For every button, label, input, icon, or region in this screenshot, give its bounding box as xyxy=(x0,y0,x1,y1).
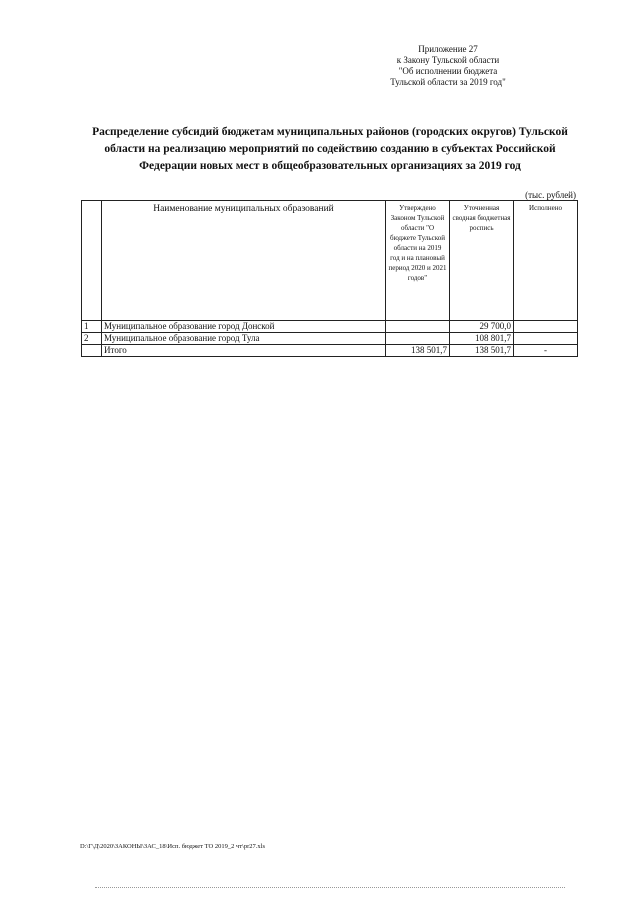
appendix-line-4: Тульской области за 2019 год" xyxy=(390,77,506,87)
footer-divider xyxy=(95,887,565,888)
row-executed xyxy=(514,321,578,333)
total-approved: 138 501,7 xyxy=(386,345,450,357)
header-name: Наименование муниципальных образований xyxy=(102,201,386,321)
units-label: (тыс. рублей) xyxy=(525,190,576,200)
appendix-note xyxy=(348,44,548,88)
row-approved xyxy=(386,333,450,345)
total-num xyxy=(82,345,102,357)
table-row xyxy=(82,321,578,333)
appendix-line-1: Приложение 27 xyxy=(418,44,478,54)
row-num: 2 xyxy=(82,333,102,345)
header-num xyxy=(82,201,102,321)
header-refined: Уточненная сводная бюджетная роспись xyxy=(450,201,514,321)
document-title xyxy=(80,124,580,175)
subsidy-table xyxy=(81,200,578,357)
header-executed: Исполнено xyxy=(514,201,578,321)
row-executed xyxy=(514,333,578,345)
row-refined: 108 801,7 xyxy=(450,333,514,345)
title-line-2: области на реализацию мероприятий по содействию созданию в субъектах Российской xyxy=(104,143,556,155)
row-name: Муниципальное образование город Донской xyxy=(102,321,386,333)
total-label: Итого xyxy=(102,345,386,357)
row-name: Муниципальное образование город Тула xyxy=(102,333,386,345)
file-path: D:\Г\Д\2020\ЗАКОНЫ\ЗАС_18\Исп. бюджет ТО 2019_2 чт\pr27.xls xyxy=(80,843,265,850)
table-total-row xyxy=(82,345,578,357)
header-approved: Утверждено Законом Тульской области "О бюджете Тульской области на 2019 год и на плановый период 2020 и 2021 годов" xyxy=(386,201,450,321)
total-executed: - xyxy=(514,345,578,357)
row-num: 1 xyxy=(82,321,102,333)
appendix-line-2: к Закону Тульской области xyxy=(396,55,500,65)
appendix-line-3: "Об исполнении бюджета xyxy=(398,66,498,76)
row-approved xyxy=(386,321,450,333)
table-header-row xyxy=(82,201,578,321)
title-line-1: Распределение субсидий бюджетам муниципальных районов (городских округов) Тульской xyxy=(92,126,568,138)
table-row xyxy=(82,333,578,345)
row-refined: 29 700,0 xyxy=(450,321,514,333)
title-line-3: Федерации новых мест в общеобразовательных организациях за 2019 год xyxy=(139,160,521,172)
total-refined: 138 501,7 xyxy=(450,345,514,357)
